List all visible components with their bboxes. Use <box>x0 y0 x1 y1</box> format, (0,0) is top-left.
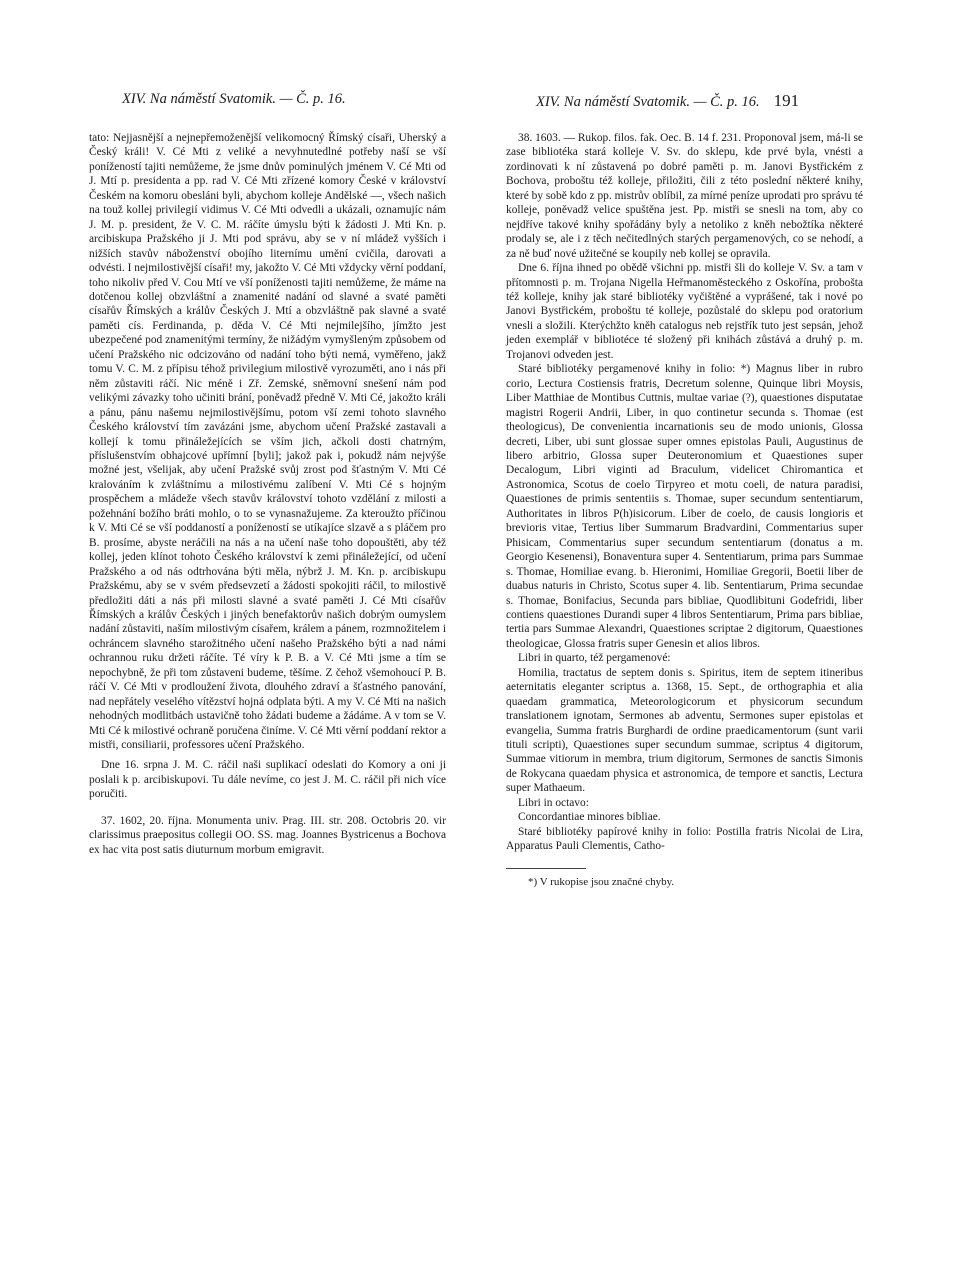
running-header-right <box>536 91 799 111</box>
right-column <box>506 131 863 889</box>
entry-37: 37. 1602, 20. října. Monumenta univ. Prag. III. str. 208. Octobris 20. vir clarissimus praepositus collegii OO. SS. mag. Joannes Bystricenus a Bochova ex hac vita post satis diuturnum morbum emigravit. <box>89 814 446 856</box>
left-column <box>89 131 446 857</box>
paragraph-octavo-books: Concordantiae minores bibliae. <box>518 811 661 824</box>
petition-paragraph: tato: Nejjasnější a nejnepřemoženější velikomocný Římský císaři, Uherský a Český králi! V. Cé Mti z veliké a nevyhnutedlné potřeby naší se vší ponížeností tajiti nemůžeme, že jsme dnův pominulých jménem V. Cé Mti od J. Mtí p. presidenta a pp. rad V. Cé Mti zřízené komory České v království Českém na komoru obesláni byli, abychom kolleje Andělské —, všech našich na touž kollej privilegií vidimus V. Cé Mti odvedli a ukázali, oznamujíc nám J. M. p. president, že V. C. M. ráčíte úmyslu býti k žádosti J. Mti Kn. p. arcibiskupa Pražského ji J. Mti pod správu, aby se v ní mládež vyšších i nižších stavův náboženství obojího liternímu umění cvičila, darovati a odvésti. I nejmilostivější císaři! my, jakožto V. Cé Mti vždycky věrní poddaní, toho nikoliv před V. Cou Mtí ve vší poníženosti tajiti nemůžeme, že máme na dotčenou kollej obzvláštní a znamenité nadání od slavné a svaté paměti císařův Římských a králův Českých J. Mtí a obzvláštně pak slavné a svaté paměti cís. Ferdinanda, p. děda V. Cé Mti nejmilejšího, jímžto jest ubezpečené pod znamenitými termíny, že nižádým vymyšleným způsobem od učení Pražského nic odcizováno od nadání toho býti nemá, vyměřeno, jakž tomu V. C. M. z přípisu téhož privilegium milostivě vyrozuměti, ano i nás při něm zůstaviti ráčí. Nic méně i Zř. Zemské, sněmovní snešení nám pod velikými závazky toho učiniti brání, poněvadž předně V. Mti Cé, jakožto králi a pánu, pánu našemu nejmilostivějšímu, potom vší zemi tohoto slavného Českého království tím zavázáni jsme, abychom učení Pražské zastavali a kollejí k tomu přináležejících se vším jich, ačkoli dosti chatrným, příslušenstvím obhajcové upřímní [byli]; jakož pak i, pokudž nám nejvýše možné jest, všelijak, aby učení Pražské svůj zrost pod šťastným V. Mti Cé kralováním k zvláštnímu a milostivému zalíbení V. Mti Cé s hojným prospěchem a mládeže všech stavův království tohoto vzdělání z milosti a požehnání božího bráti mohlo, o to se vynasnažujeme. Za kteroužto příčinou k V. Mti Cé se vší poddaností a ponížeností se utíkajíce slzavě a s pláčem pro B. prosíme, abyste neráčili na nás a na učení naše toho dopouštěti, aby též kollej, jeden klínot tohoto Českého království k zemi přináležející, od učení Pražského a od nás odtrhována býti měla, nýbrž J. M. Kn. p. arcibiskupu Pražskému, aby se v svém předsevzetí a žádosti spokojiti ráčil, to milostivě předložiti dáti a nás při milosti slavné a svaté paměti J. Cé Mti císařův Římských a králův Českých i jiných benefaktorův našich dobrým oumyslem nadání zůstaviti, naším milostivým císařem, králem a pánem, rozmnožitelem i ochráncem slavného starožitného učení našeho Pražského býti a nad námi ochrannou ruku držeti ráčíte. Té víry k P. B. a V. Cé Mti jsme a tím se nepochybně, že při tom zůstaveni budeme, těšíme. Z čehož všemohoucí P. B. ráčí V. Cé Mti v prodloužení života, dlouhého zdraví a šťastného panování, nad nepřátely veselého vítězství hojná odplata býti. A my V. Cé Mti na našich nehodných modlitbách ustavičně toho žádati budeme a žádáme. A v tom se V. Mti Cé k milostivé ochraně poručena činíme. V. Cé Mti věrní poddaní rektor a mistři, consiliarii, professores učení Pražského. <box>89 132 446 752</box>
entry-38: 38. 1603. — Rukop. filos. fak. Oec. B. 14 f. 231. Proponoval jsem, má-li se zase bibliotéka stará kolleje V. Sv. do sklepu, kde prvé byla, vnésti a zordinovati k ní zůstavená po dobré paměti p. m. Janovi Bystřickém z Bochova, proboštu též kolleje, přiložiti, čili z této poslední některé knihy, které by sobě kdo z pp. mistrův oblíbil, za mírné peníze uprodati pro správu té kolleje, poněvadž velice spuštěna jest. Pp. mistři se snesli na tom, aby co nejdříve takové knihy spořádány byly a netoliko z kněh nebožtíka některé prodaly se, ale i z těch nečitedlných starých pergamenových, co se nehodí, a za ně buď nové užitečné se koupily neb kollej se opravila. <box>506 132 863 260</box>
page-number: 191 <box>773 91 800 110</box>
paragraph-folio-books: Staré bibliotéky pergamenové knihy in folio: *) Magnus liber in rubro corio, Lectura Costiensis fratris, Decretum solenne, Quinque libri Moysis, Liber Matthiae de Montibus Cuttnis, multae variae (?), quaestiones disputatae magistri Rogerii Andrii, Liber, in quo continetur secunda s. Thomae (est theologicus), De convenientia incarnationis seu de modo unionis, Glossa decreti, Liber, ubi sunt glossae super omnes epistolas Pauli, Augustinus de libero arbitrio, Glossa super Deuteronomium et Quaestiones super Decalogum, Libri viginti ad Braculum, videlicet Chiromantica et Astronomica, Scotus de coelo Tirpyreo et motu coeli, de natura paradisi, Quaestiones de primis sententiis s. Thomae, super secundum sententiarum, Authoritates in libros P(h)isicorum. Liber de coelo, de causis longioris et brevioris vitae, Tertius liber Summarum Bradvardini, Commentarius super Phisicam, Commentarius super secundum sententiarum (donatus a m. Georgio Kesenensi), Bonaventura super 4. Sententiarum, prima pars Summae s. Thomae, Homiliae evang. b. Hieronimi, Homiliae Gregorii, Boetii liber de duabus naturis in Christo, Scotus super 4. lib. Sententiarum, Prima secundae s. Thomae, Bonifacius, Secunda pars bibliae, Quodlibituni Godefridi, liber contiens quaestiones Durandi super 4 libros Sententiarum, Prima pars bibliae, tertia pars Summae Alexandri, Quaestiones scriptae 2 digitorum, Quaestiones theologicae, Glossa fratris super Genesin et alios libros. <box>506 363 863 650</box>
paragraph-quarto-books: Homilia, tractatus de septem donis s. Spiritus, item de septem itineribus aeternitatis eleganter scriptus a. 1368, 15. Sept., de orthographia et alia quaedam grammatica, Meteorologicorum et physicorum secundum translationem ignotam, Sermones ab adventu, Sermones super epistolas et evangelia, Summa fratris Burghardi de ordine praedicamentorum (sunt varii tituli scripti), Quaestiones super secundum summae, scriptus 4 digitorum, Summae vitiorum in membra, trium digitorum, Sermones de sanctis Simonis de Rokycana quaedam physica et astronomica, de tempore et sanctis, Lectura super Mathaeum. <box>506 666 863 795</box>
paragraph-paper-books: Staré bibliotéky papírové knihy in folio: Postilla fratris Nicolai de Lira, Apparatus Pauli Clementis, Catho- <box>506 825 863 853</box>
running-header-left <box>122 91 346 108</box>
heading-octavo: Libri in octavo: <box>518 796 589 809</box>
note-paragraph: Dne 16. srpna J. M. C. ráčil naši suplikací odeslati do Komory a oni ji poslali k p. arcibiskupovi. Tu dále nevíme, co jest J. M. C. ráčil při nich více poručiti. <box>89 759 446 801</box>
heading-quarto: Libri in quarto, též pergamenové: <box>518 652 671 665</box>
header-left-text: XIV. Na náměstí Svatomik. — Č. p. 16. <box>122 91 346 107</box>
footnote: *) V rukopise jsou značné chyby. <box>528 875 675 888</box>
paragraph-october-6: Dne 6. října ihned po obědě všichni pp. mistři šli do kolleje V. Sv. a tam v přítomnosti p. m. Trojana Nigella Heřmanoměsteckého z Oskořína, probošta též kolleje, knihy jak staré bibliotéky vyčištěné a vyprášené, tak i nové po Janovi Bystřickém, proboštu té kolleje, pozůstalé do sklepu pod oratorium vnesli a složili. Kterýchžto kněh catalogus neb rejstřík tuto jest sepsán, jehož jeden exemplář v bibliotéce té složený při knihách zůstává a druhý p. m. Trojanovi odveden jest. <box>506 262 863 361</box>
footnote-rule <box>506 868 586 869</box>
header-right-text: XIV. Na náměstí Svatomik. — Č. p. 16. <box>536 94 760 110</box>
